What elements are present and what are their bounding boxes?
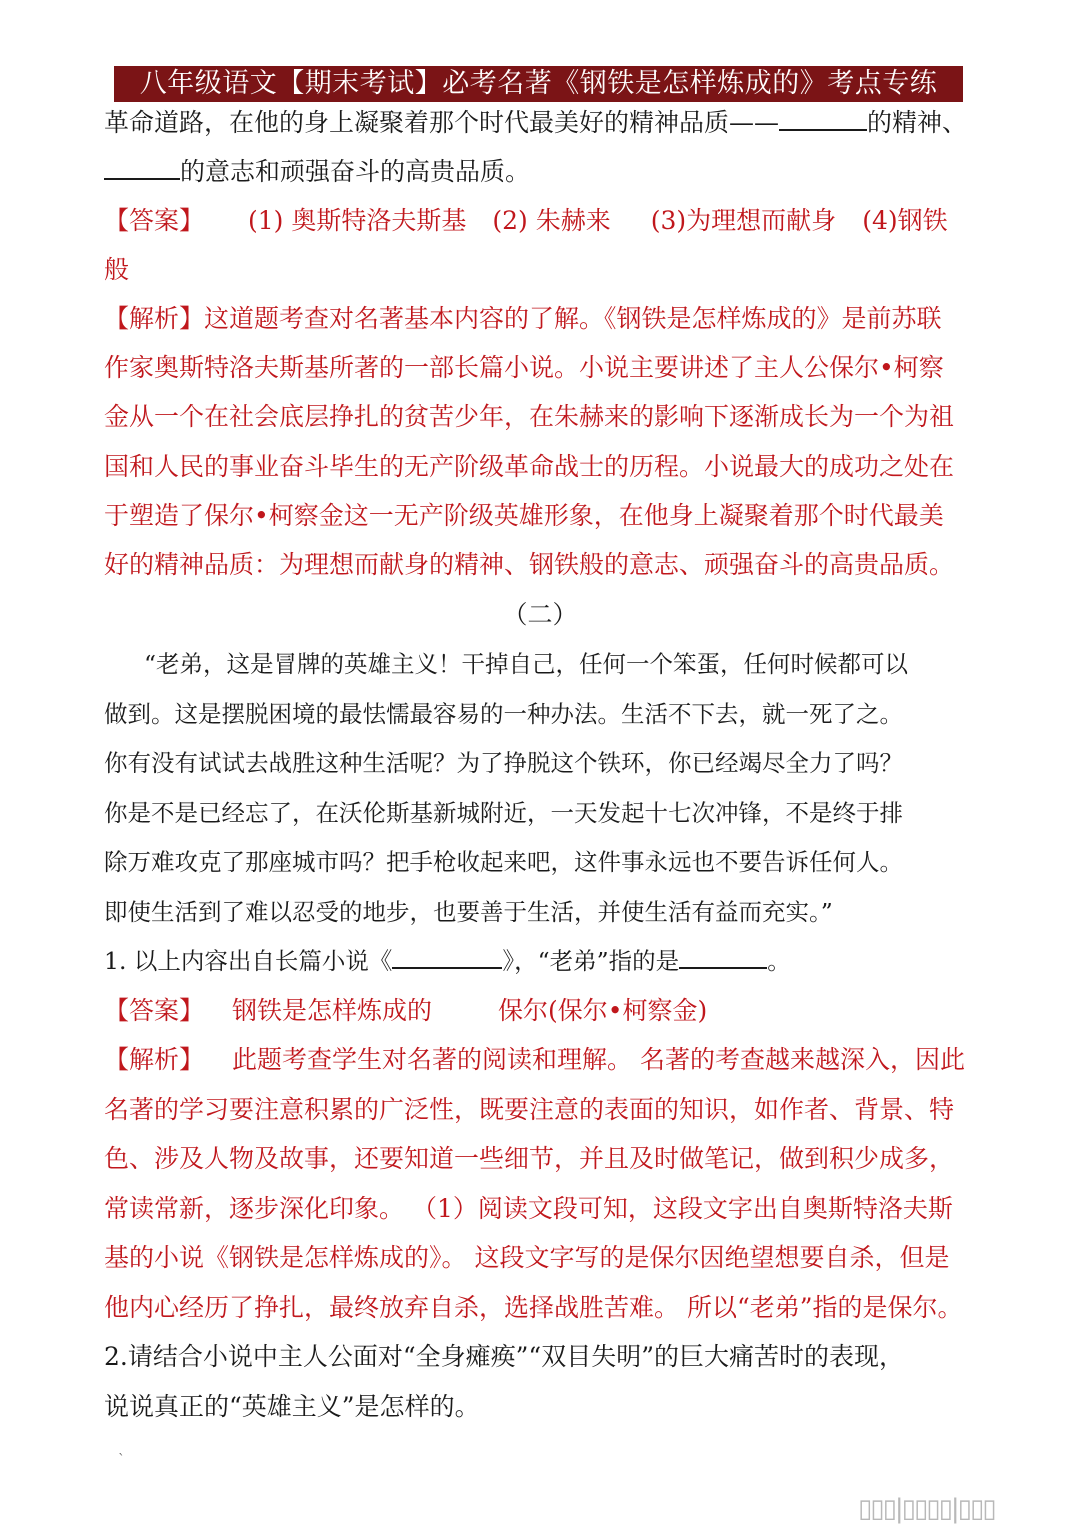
text: 1. 以上内容出自长篇小说《 (104, 947, 393, 975)
explanation-line: 作家奥斯特洛夫斯基所著的一部长篇小说。小说主要讲述了主人公保尔•柯察 (104, 353, 944, 382)
answer-item: 钢铁是怎样炼成的 (232, 996, 433, 1025)
question-2: 2.请结合小说中主人公面对“全身瘫痪”“双目失明”的巨大痛苦时的表现， (104, 1342, 904, 1371)
quote-line: 你是不是已经忘了，在沃伦斯基新城附近，一天发起十七次冲锋，不是终于排 (104, 799, 903, 827)
section-heading: （二） (502, 600, 578, 629)
question-1 (104, 944, 791, 978)
fill-blank (779, 107, 867, 131)
text: 。 (767, 947, 791, 975)
text: 革命道路，在他的身上凝聚着那个时代最美好的精神品质—— (104, 108, 780, 137)
text: 的精神、 (867, 108, 968, 137)
answer-item: 保尔(保尔•柯察金) (498, 996, 708, 1025)
fill-blank (679, 945, 767, 969)
quote-line: 做到。这是摆脱困境的最怯懦最容易的一种办法。生活不下去，就一死了之。 (104, 700, 903, 728)
answer-item: (1) 奥斯特洛夫斯基 (248, 206, 467, 235)
explanation-line: 于塑造了保尔•柯察金这一无产阶级英雄形象，在他身上凝聚着那个时代最美 (104, 501, 944, 530)
answer-item: (2) 朱赫来 (492, 206, 611, 235)
answer-item: (3)为理想而献身 (650, 206, 837, 235)
stray-mark: ` (118, 1452, 125, 1468)
fill-blank (104, 156, 180, 180)
answer-item: (4)钢铁 (862, 206, 948, 235)
quote-line: 即使生活到了难以忍受的地步，也要善于生活，并使生活有益而充实。” (104, 898, 833, 926)
explanation-line: 他内心经历了挣扎，最终放弃自杀，选择战胜苦难。 所以“老弟”指的是保尔。 (104, 1293, 963, 1322)
text: 这道题考查对名著基本内容的了解。《钢铁是怎样炼成的》是前苏联 (204, 304, 942, 333)
explanation-line: 常读常新，逐步深化印象。 （1）阅读文段可知，这段文字出自奥斯特洛夫斯 (104, 1194, 953, 1223)
text: 的意志和顽强奋斗的高贵品质。 (180, 157, 531, 186)
question-2: 说说真正的“英雄主义”是怎样的。 (104, 1392, 480, 1421)
explanation-line: 好的精神品质：为理想而献身的精神、钢铁般的意志、顽强奋斗的高贵品质。 (104, 550, 955, 579)
quote-line: 除万难攻克了那座城市吗？把手枪收起来吧，这件事永远也不要告诉任何人。 (104, 848, 903, 876)
explanation-line (104, 302, 942, 336)
answer-line: 般 (104, 255, 130, 284)
explanation-tag: 【解析】 (104, 1045, 205, 1074)
quote-line: 你有没有试试去战胜这种生活呢？为了挣脱这个铁环，你已经竭尽全力了吗？ (104, 749, 903, 777)
explanation-line: 金从一个在社会底层挣扎的贫苦少年，在朱赫来的影响下逐渐成长为一个为祖 (104, 402, 955, 431)
text: 》，“老弟”指的是 (502, 947, 680, 975)
answer-tag: 【答案】 (104, 206, 205, 235)
watermark-glyphs: ▯▯▯|▯▯▯▯|▯▯▯ (858, 1494, 995, 1524)
answer-line (104, 204, 948, 238)
fill-blank (392, 945, 502, 969)
explanation-line: 色、涉及人物及故事，还要知道一些细节，并且及时做笔记，做到积少成多， (104, 1144, 955, 1173)
explanation-line: 名著的学习要注意积累的广泛性，既要注意的表面的知识，如作者、背景、特 (104, 1095, 955, 1124)
answer-tag: 【答案】 (104, 996, 205, 1025)
text: 此题考查学生对名著的阅读和理解。 名著的考查越来越深入，因此 (232, 1045, 965, 1074)
explanation-line (104, 1043, 965, 1077)
explanation-line: 基的小说《钢铁是怎样炼成的》。 这段文字写的是保尔因绝望想要自杀，但是 (104, 1243, 950, 1272)
explanation-tag: 【解析】 (104, 304, 205, 333)
page-banner-title: 八年级语文【期末考试】必考名著《钢铁是怎样炼成的》考点专练 (114, 66, 963, 102)
quote-line: “老弟，这是冒牌的英雄主义！干掉自己，任何一个笨蛋，任何时候都可以 (144, 650, 909, 678)
explanation-line: 国和人民的事业奋斗毕生的无产阶级革命战士的历程。小说最大的成功之处在 (104, 452, 955, 481)
paragraph-line (104, 155, 530, 189)
paragraph-line (104, 106, 967, 140)
answer-line (104, 994, 707, 1028)
